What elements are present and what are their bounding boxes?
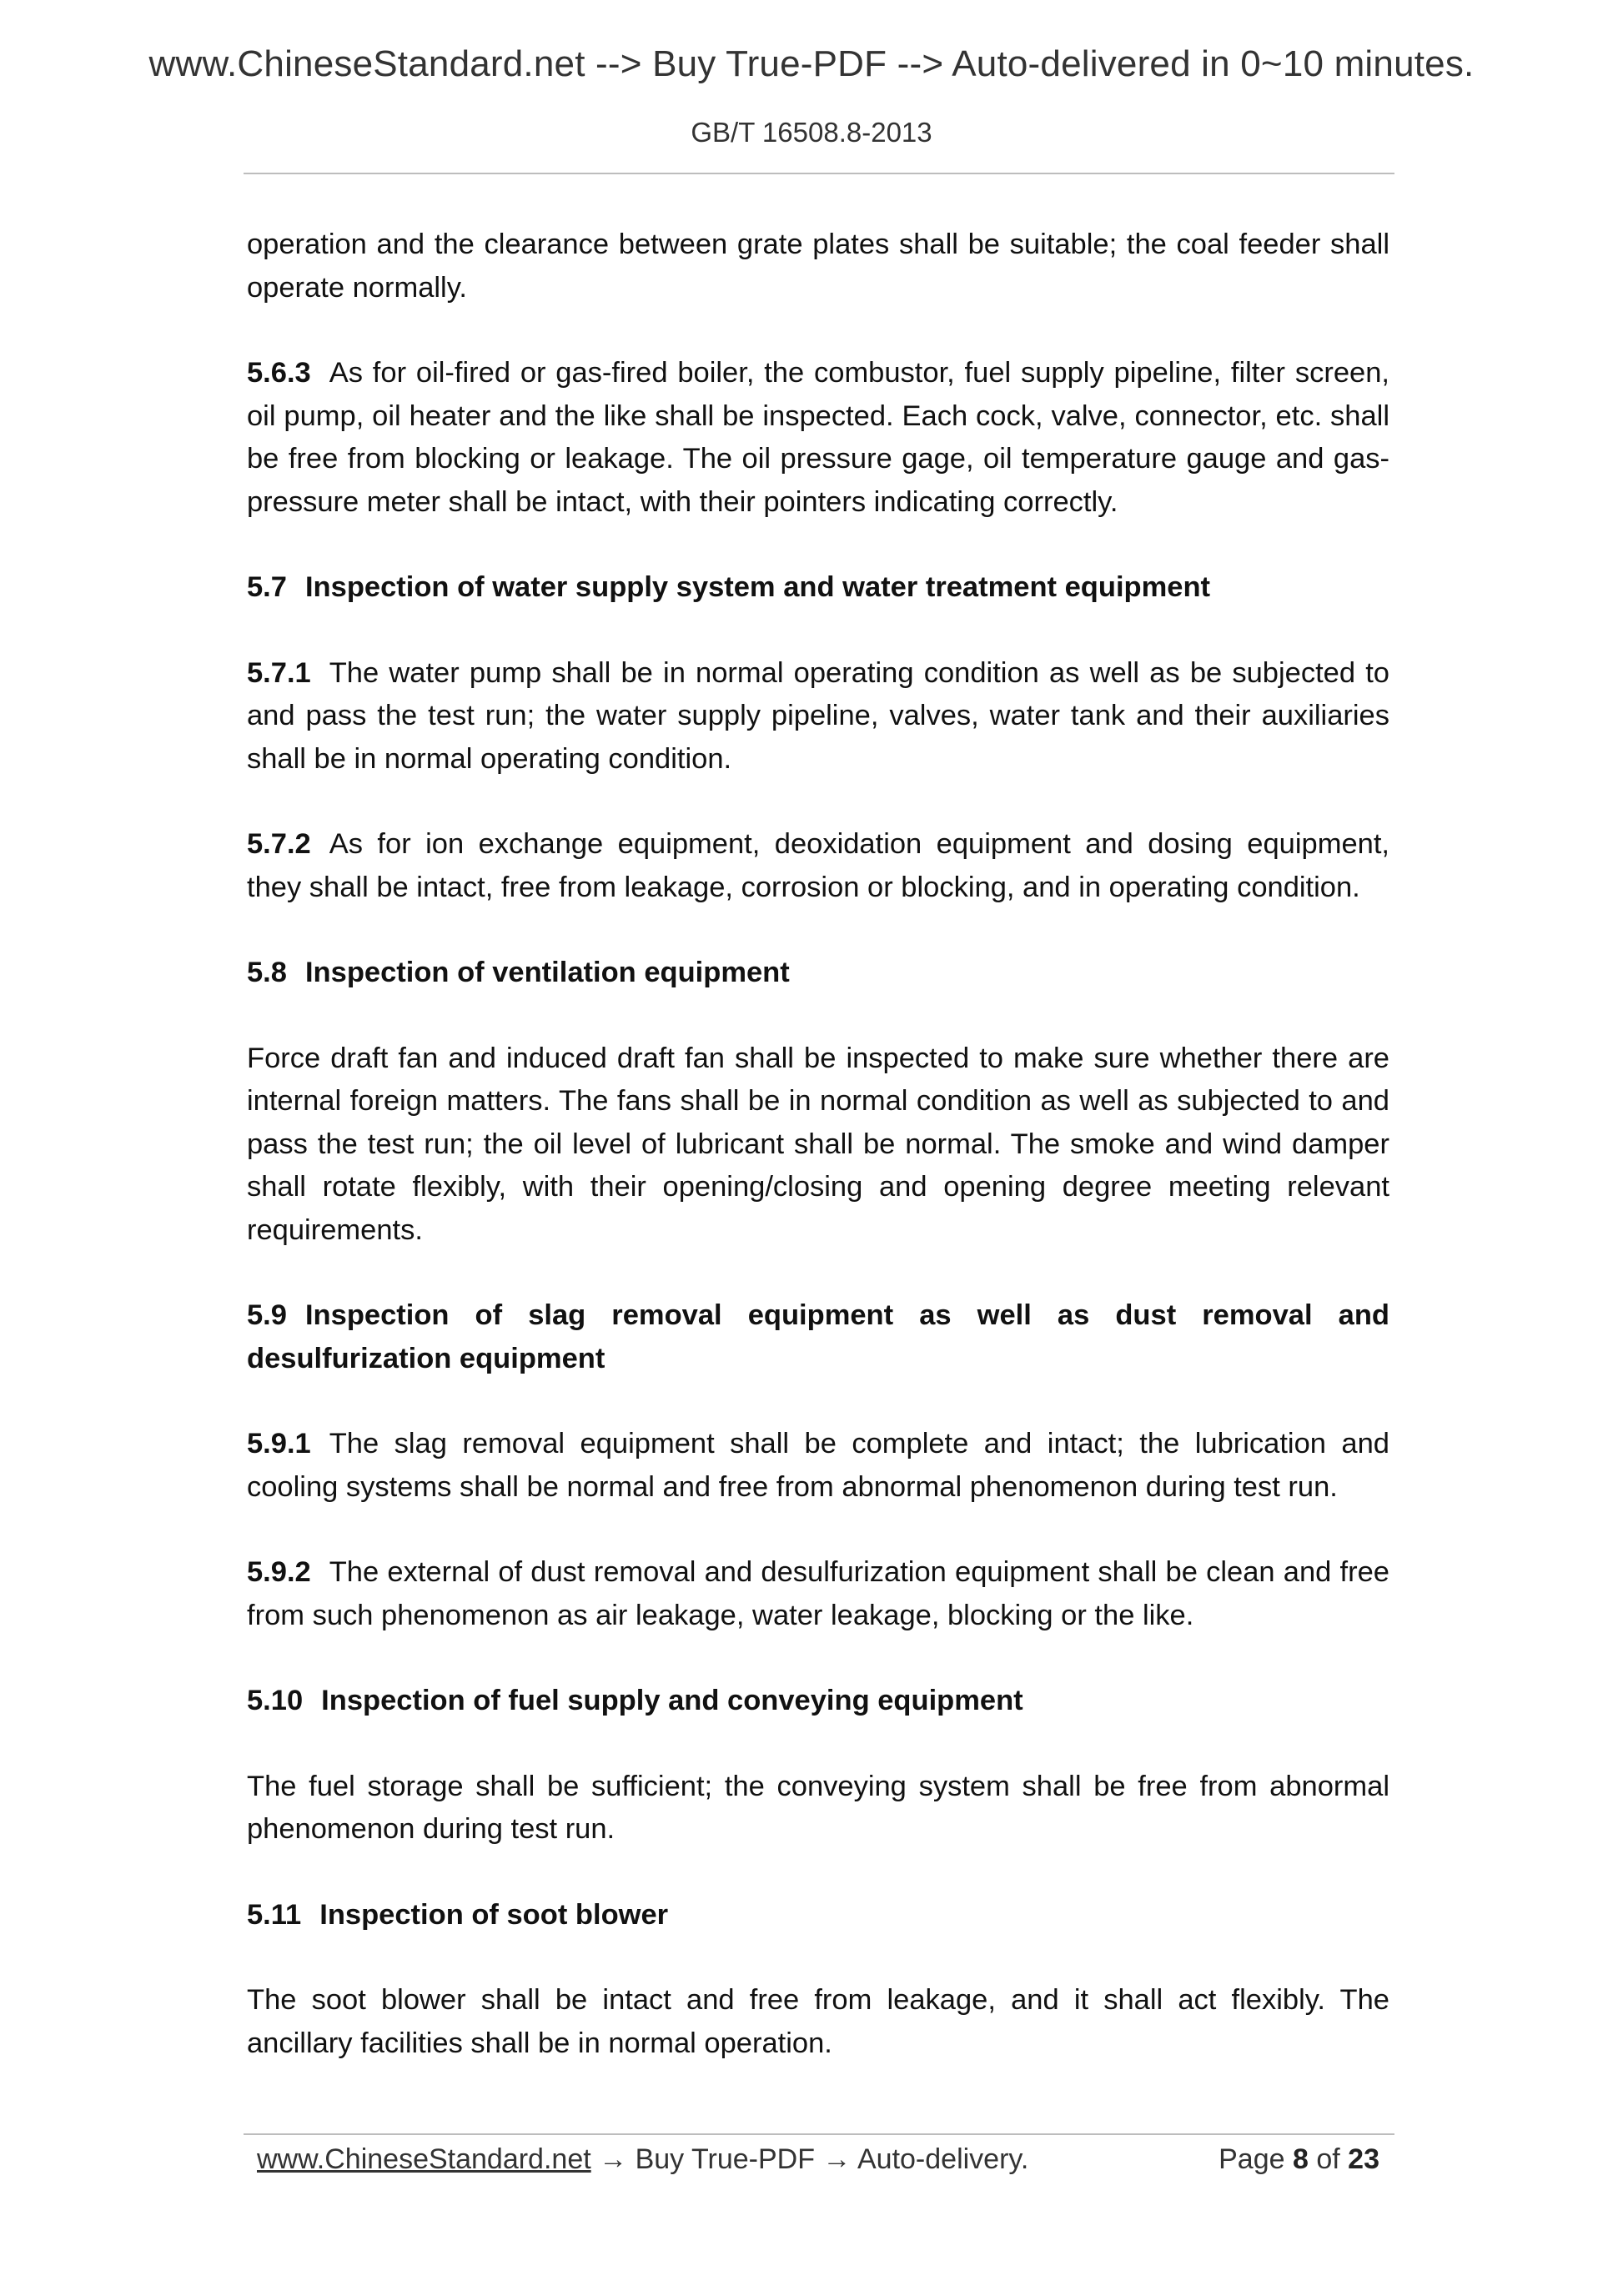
clause-number: 5.9.1 <box>247 1428 311 1459</box>
clause-5-6-3 <box>247 352 1389 524</box>
heading-text: Inspection of water supply system and water treatment equipment <box>304 571 1211 603</box>
heading-number: 5.9 <box>247 1299 287 1331</box>
heading-5-10 <box>247 1680 1389 1723</box>
heading-text: Inspection of soot blower <box>319 1898 669 1931</box>
heading-number: 5.8 <box>247 957 287 988</box>
clause-5-9-1 <box>247 1423 1389 1509</box>
header-divider <box>244 173 1394 174</box>
page-total: 23 <box>1348 2143 1379 2175</box>
footer-divider <box>244 2133 1394 2135</box>
clause-5-7-1 <box>247 652 1389 781</box>
clause-number: 5.9.2 <box>247 1556 311 1588</box>
clause-number: 5.7.2 <box>247 828 311 860</box>
clause-text: The external of dust removal and desulfurization equipment shall be clean and free from such phenomenon as air leakage, water leakage, blocking or the like. <box>247 1556 1389 1631</box>
clause-text: As for ion exchange equipment, deoxidation equipment and dosing equipment, they shall be intact, free from leakage, corrosion or blocking, and in operating condition. <box>247 828 1389 903</box>
of-word: of <box>1316 2143 1340 2175</box>
footer-tagline: → Buy True-PDF → Auto-delivery. <box>590 2143 1029 2175</box>
heading-5-9 <box>247 1294 1389 1380</box>
clause-text: The water pump shall be in normal operating condition as well as be subjected to and pass the test run; the water supply pipeline, valves, water tank and their auxiliaries shall be in normal operating condition. <box>247 656 1389 775</box>
paragraph-5-10: The fuel storage shall be sufficient; the conveying system shall be free from abnormal phenomenon during test run. <box>247 1770 1389 1845</box>
page-indicator <box>1219 2140 1379 2178</box>
heading-number: 5.11 <box>247 1898 302 1931</box>
heading-5-8 <box>247 952 1389 995</box>
heading-text: Inspection of fuel supply and conveying equipment <box>321 1685 1023 1716</box>
clause-text: The slag removal equipment shall be complete and intact; the lubrication and cooling systems shall be normal and free from abnormal phenomenon during test run. <box>247 1428 1389 1503</box>
clause-5-9-2 <box>247 1551 1389 1637</box>
heading-number: 5.10 <box>247 1685 304 1716</box>
clause-number: 5.6.3 <box>247 357 311 389</box>
page-number: 8 <box>1292 2143 1309 2175</box>
clause-text: As for oil-fired or gas-fired boiler, the combustor, fuel supply pipeline, filter screen, oil pump, oil heater and the like shall be inspected. Each cock, valve, connector, etc. shall be free from blocking or leakage. The oil pressure gage, oil temperature gauge and gas-pressure meter shall be intact, with their pointers indicating correctly. <box>247 357 1389 518</box>
clause-number: 5.7.1 <box>247 656 311 689</box>
heading-text: Inspection of slag removal equipment as well as dust removal and desulfurization equipment <box>247 1299 1389 1374</box>
heading-5-11 <box>247 1894 1389 1937</box>
top-banner: www.ChineseStandard.net --> Buy True-PDF --> Auto-delivered in 0~10 minutes. <box>148 43 1475 84</box>
clause-5-7-2 <box>247 823 1389 909</box>
heading-number: 5.7 <box>247 571 287 603</box>
paragraph-continuation: operation and the clearance between grate plates shall be suitable; the coal feeder shall operate normally. <box>247 229 1389 304</box>
paragraph-5-11: The soot blower shall be intact and free from leakage, and it shall act flexibly. The ancillary facilities shall be in normal operation. <box>247 1984 1389 2059</box>
page-word: Page <box>1219 2143 1285 2175</box>
document-code: GB/T 16508.8-2013 <box>691 117 932 148</box>
page-body <box>247 224 1389 2108</box>
paragraph-5-8: Force draft fan and induced draft fan shall be inspected to make sure whether there are internal foreign matters. The fans shall be in normal condition as well as subjected to and pass the test run; the oil level of lubricant shall be normal. The smoke and wind damper shall rotate flexibly, with their opening/closing and opening degree meeting relevant requirements. <box>247 1042 1389 1246</box>
footer-site-link[interactable]: www.ChineseStandard.net <box>257 2143 591 2175</box>
page-footer <box>257 2140 1388 2178</box>
heading-5-7 <box>247 566 1389 610</box>
heading-text: Inspection of ventilation equipment <box>304 957 790 988</box>
